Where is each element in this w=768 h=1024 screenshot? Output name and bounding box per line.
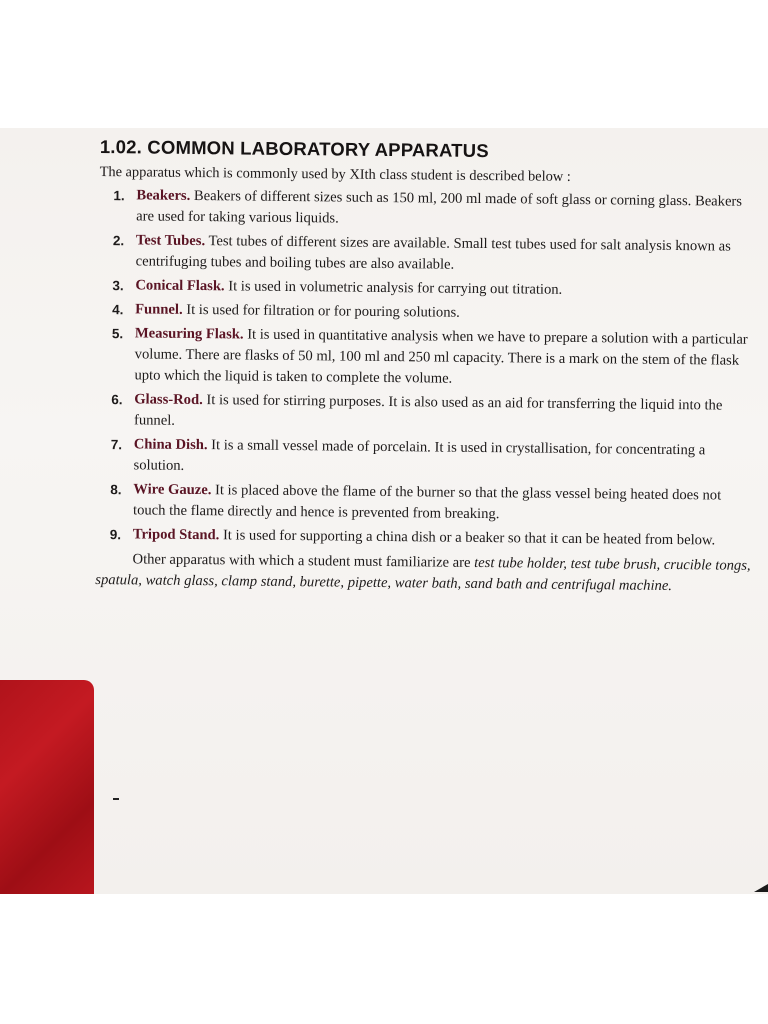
item-description: It is used for supporting a china dish or a beaker so that it can be heated from below. [219,527,716,549]
item-description: It is used for filtration or for pouring solutions. [182,301,460,321]
other-list: test tube holder, test tube brush, crucible tongs, spatula, watch glass, clamp stand, burette, pipette, water bath, sand bath and centrifugal machine. [95,554,751,595]
item-term: Beakers. [136,187,191,204]
item-term: China Dish. [133,436,208,454]
red-cover-edge [0,680,94,894]
list-item [99,185,759,234]
page-photo [0,128,768,894]
list-item [99,230,759,279]
list-item [96,434,756,483]
item-term: Funnel. [135,301,183,318]
page-corner [754,884,768,892]
ink-mark [113,798,119,800]
list-item [96,524,756,552]
section-heading: 1.02. COMMON LABORATORY APPARATUS [99,136,489,162]
item-term: Measuring Flask. [134,325,244,343]
item-description: It is a small vessel made of porcelain. It is used in crystallisation, for concentrating a solution. [133,437,706,474]
item-term: Test Tubes. [135,232,206,250]
item-description: It is used in volumetric analysis for carrying out titration. [224,278,563,298]
item-number: 8. [110,482,122,498]
item-description: It is used in quantitative analysis when we have to prepare a solution with a particular volume. There are flasks of 50 ml, 100 ml and 250 ml capacity. There is a mark on the stem of the flask upto which the liquid is taken to complete the volume. [134,326,748,387]
item-number: 1. [113,188,125,204]
item-description: Beakers of different sizes such as 150 ml, 200 ml made of soft glass or corning glass. Beakers are used for taking various liquids. [136,187,743,227]
document-body [95,136,760,598]
item-number: 9. [109,527,122,543]
item-number: 6. [111,392,123,408]
list-item [98,275,758,303]
item-number: 5. [111,326,124,342]
item-description: It is placed above the flame of the burner so that the glass vessel being heated does not touch the flame directly and hence is prevented from breaking. [132,482,722,523]
intro-text: The apparatus which is commonly used by XIth class student is described below : [99,163,571,185]
apparatus-list [96,185,760,552]
list-item [97,323,758,393]
list-item [97,389,757,438]
item-number: 3. [112,278,124,294]
item-term: Tripod Stand. [132,526,220,544]
item-number: 7. [110,437,123,453]
item-term: Glass-Rod. [134,391,203,409]
other-lead: Other apparatus with which a student must familiarize are [132,551,475,571]
list-item [96,479,756,528]
list-item [98,299,758,327]
item-description: Test tubes of different sizes are available. Small test tubes used for salt analysis known as centrifuging tubes and boiling tubes are also available. [135,233,731,273]
item-number: 2. [112,233,125,249]
item-description: It is used for stirring purposes. It is also used as an aid for transferring the liquid into the funnel. [133,392,723,429]
item-term: Wire Gauze. [133,481,212,499]
item-term: Conical Flask. [135,277,225,295]
other-apparatus-paragraph [95,549,755,598]
item-number: 4. [112,302,124,318]
